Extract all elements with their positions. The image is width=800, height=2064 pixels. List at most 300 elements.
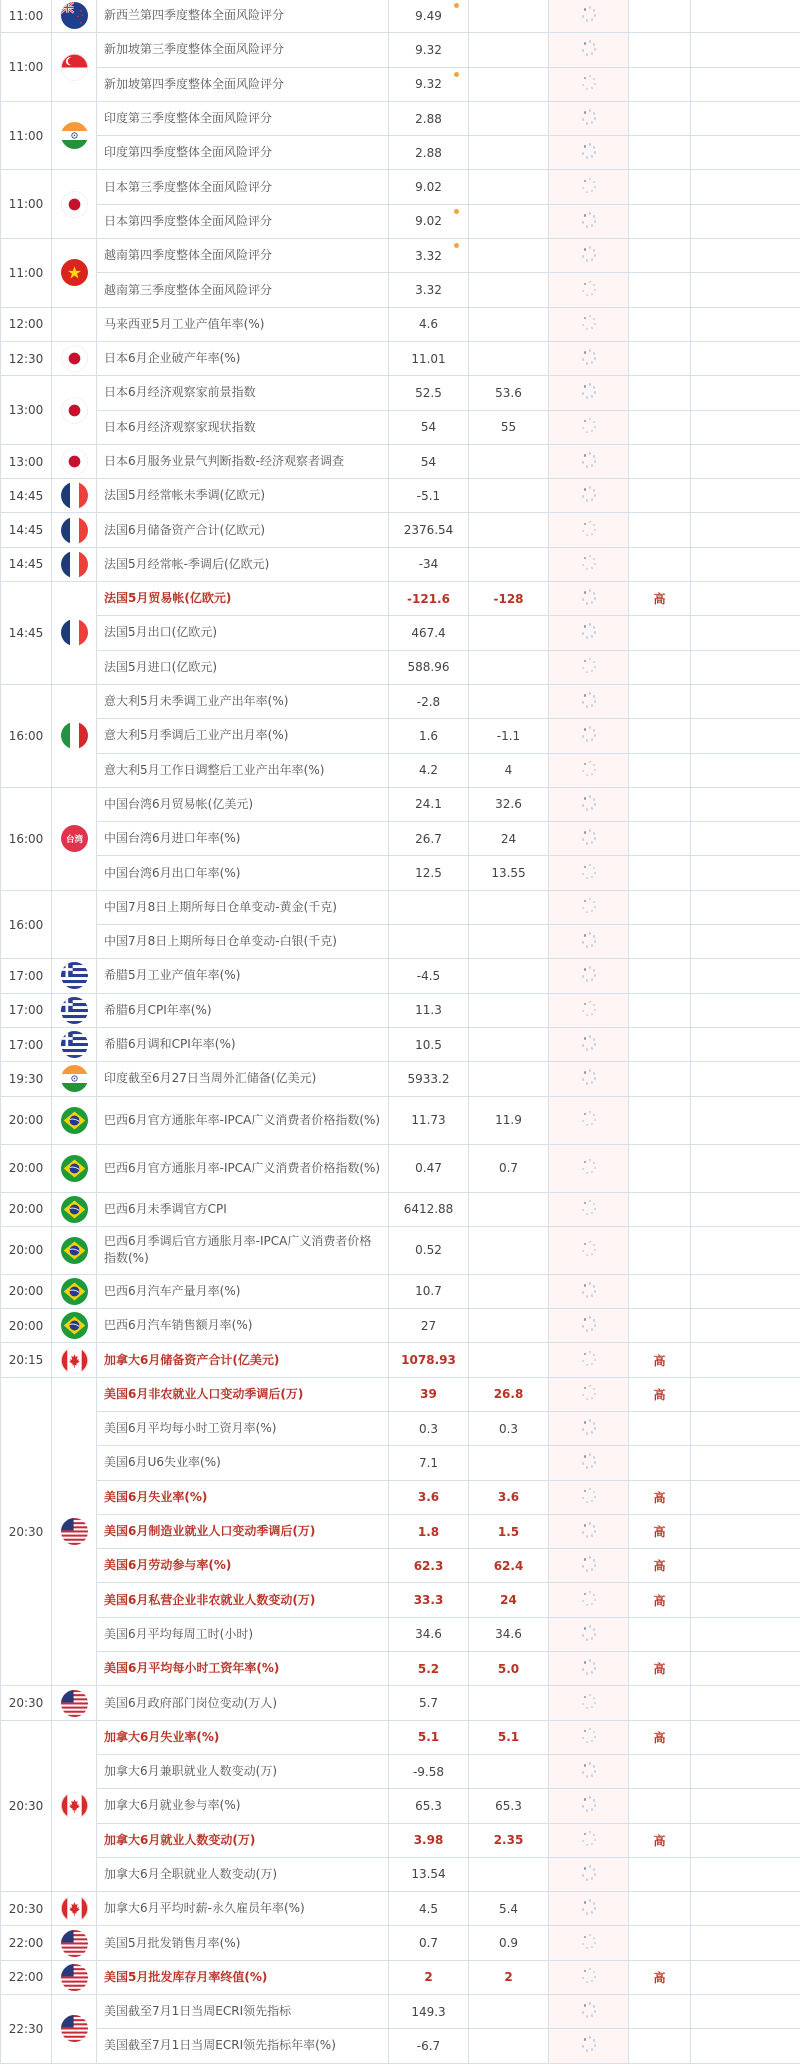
actual-value [549, 1480, 629, 1514]
importance [629, 959, 691, 993]
remarks [691, 513, 800, 547]
forecast-value [469, 33, 549, 67]
forecast-value [469, 684, 549, 718]
importance-high-badge: 高 [653, 1388, 665, 1402]
event-row[interactable] [1, 204, 800, 238]
event-row[interactable] [1, 890, 800, 924]
loading-spinner-icon [581, 281, 597, 297]
loading-spinner-icon [581, 212, 597, 228]
event-name[interactable]: 美国截至7月1日当周ECRI领先指标 [97, 1995, 389, 2029]
loading-spinner-icon [581, 1831, 597, 1847]
loading-spinner-icon [581, 246, 597, 262]
event-row[interactable] [1, 1857, 800, 1891]
event-name[interactable]: 越南第四季度整体全面风险评分 [97, 239, 389, 273]
brazil-flag-icon [61, 1113, 88, 1127]
forecast-value: 2 [469, 1960, 549, 1994]
forecast-value [469, 1027, 549, 1061]
actual-value [549, 822, 629, 856]
forecast-value: 26.8 [469, 1377, 549, 1411]
actual-value [549, 1411, 629, 1445]
canada-flag-icon [61, 1901, 88, 1915]
event-name[interactable]: 加拿大6月就业人数变动(万) [97, 1823, 389, 1857]
event-row[interactable] [1, 547, 800, 581]
actual-value [549, 753, 629, 787]
previous-value: 34.6 [389, 1617, 469, 1651]
forecast-value [469, 650, 549, 684]
loading-spinner-icon [581, 40, 597, 56]
remarks [691, 170, 800, 204]
event-row[interactable] [1, 33, 800, 67]
loading-spinner-icon [581, 1659, 597, 1675]
event-name[interactable]: 日本6月经济观察家现状指数 [97, 410, 389, 444]
previous-value: 5.1 [389, 1720, 469, 1754]
previous-value: 2.88 [389, 136, 469, 170]
greece-flag-icon [61, 968, 88, 982]
actual-value [549, 787, 629, 821]
event-row[interactable] [1, 170, 800, 204]
event-name[interactable]: 中国台湾6月出口年率(%) [97, 856, 389, 890]
event-time: 11:00 [1, 239, 52, 308]
actual-value [549, 890, 629, 924]
forecast-value [469, 479, 549, 513]
previous-value: 0.52 [389, 1226, 469, 1274]
importance [629, 1274, 691, 1308]
loading-spinner-icon [581, 383, 597, 399]
event-name[interactable]: 新西兰第四季度整体全面风险评分 [97, 0, 389, 33]
remarks [691, 856, 800, 890]
event-name[interactable]: 日本第四季度整体全面风险评分 [97, 204, 389, 238]
greece-flag-icon [61, 1003, 88, 1017]
previous-value: 4.5 [389, 1892, 469, 1926]
event-name[interactable]: 美国6月平均每小时工资年率(%) [97, 1652, 389, 1686]
remarks [691, 582, 800, 616]
actual-value [549, 582, 629, 616]
event-name[interactable]: 美国6月私营企业非农就业人数变动(万) [97, 1583, 389, 1617]
event-name[interactable]: 中国台湾6月进口年率(%) [97, 822, 389, 856]
actual-value [549, 1514, 629, 1548]
event-row[interactable] [1, 1446, 800, 1480]
importance-high-badge: 高 [653, 1594, 665, 1608]
event-name[interactable]: 希腊5月工业产值年率(%) [97, 959, 389, 993]
actual-value [549, 1892, 629, 1926]
loading-spinner-icon [581, 75, 597, 91]
event-row[interactable] [1, 1652, 800, 1686]
loading-spinner-icon [581, 1591, 597, 1607]
event-name[interactable]: 法国5月出口(亿欧元) [97, 616, 389, 650]
remarks [691, 479, 800, 513]
france-flag-icon [61, 625, 88, 639]
actual-value [549, 170, 629, 204]
event-name[interactable]: 法国5月贸易帐(亿欧元) [97, 582, 389, 616]
forecast-value: 5.0 [469, 1652, 549, 1686]
event-name[interactable]: 美国6月政府部门岗位变动(万人) [97, 1686, 389, 1720]
importance [629, 376, 691, 410]
usa-flag-icon [61, 1936, 88, 1950]
event-row[interactable] [1, 959, 800, 993]
actual-value [549, 1226, 629, 1274]
event-time: 13:00 [1, 376, 52, 445]
event-name[interactable]: 日本6月经济观察家前景指数 [97, 376, 389, 410]
event-name[interactable]: 美国6月失业率(%) [97, 1480, 389, 1514]
event-time: 20:30 [1, 1377, 52, 1686]
event-row[interactable] [1, 1892, 800, 1926]
brazil-flag-icon [61, 1243, 88, 1257]
actual-value [549, 101, 629, 135]
actual-value [549, 307, 629, 341]
remarks [691, 787, 800, 821]
event-time: 20:00 [1, 1226, 52, 1274]
previous-value: 9.32 [389, 33, 469, 67]
importance-high-badge: 高 [653, 592, 665, 606]
remarks [691, 1754, 800, 1788]
forecast-value [469, 1343, 549, 1377]
event-row[interactable] [1, 1514, 800, 1548]
forecast-value [469, 0, 549, 33]
loading-spinner-icon [581, 726, 597, 742]
event-time: 22:00 [1, 1960, 52, 1994]
event-name[interactable]: 法国5月经常帐-季调后(亿欧元) [97, 547, 389, 581]
remarks [691, 1720, 800, 1754]
event-row[interactable] [1, 341, 800, 375]
importance-high-badge: 高 [653, 1491, 665, 1505]
svg-text:台湾: 台湾 [65, 833, 83, 845]
event-name[interactable]: 巴西6月未季调官方CPI [97, 1192, 389, 1226]
remarks [691, 1411, 800, 1445]
actual-value [549, 1274, 629, 1308]
loading-spinner-icon [581, 1069, 597, 1085]
event-row[interactable] [1, 1789, 800, 1823]
loading-spinner-icon [581, 1899, 597, 1915]
importance [629, 1549, 691, 1583]
event-row[interactable] [1, 376, 800, 410]
remarks [691, 1096, 800, 1144]
importance [629, 513, 691, 547]
importance-high-badge: 高 [653, 1525, 665, 1539]
event-name[interactable]: 印度第四季度整体全面风险评分 [97, 136, 389, 170]
event-row[interactable] [1, 1754, 800, 1788]
event-row[interactable] [1, 444, 800, 478]
actual-value [549, 1192, 629, 1226]
forecast-value: 65.3 [469, 1789, 549, 1823]
remarks [691, 1583, 800, 1617]
actual-value [549, 1377, 629, 1411]
event-name[interactable]: 越南第三季度整体全面风险评分 [97, 273, 389, 307]
actual-value [549, 719, 629, 753]
event-row[interactable] [1, 1309, 800, 1343]
forecast-value: 0.3 [469, 1411, 549, 1445]
actual-value [549, 856, 629, 890]
event-row[interactable] [1, 684, 800, 718]
japan-flag-icon [61, 197, 88, 211]
event-name[interactable]: 美国6月U6失业率(%) [97, 1446, 389, 1480]
importance [629, 1411, 691, 1445]
previous-value: -34 [389, 547, 469, 581]
forecast-value [469, 890, 549, 924]
event-row[interactable] [1, 582, 800, 616]
event-row[interactable] [1, 513, 800, 547]
remarks [691, 307, 800, 341]
usa-flag-icon [61, 1696, 88, 1710]
vietnam-flag-icon [61, 265, 88, 279]
event-row[interactable] [1, 925, 800, 959]
event-row[interactable] [1, 1377, 800, 1411]
event-row[interactable] [1, 616, 800, 650]
previous-value: 0.47 [389, 1144, 469, 1192]
event-name[interactable]: 加拿大6月就业参与率(%) [97, 1789, 389, 1823]
event-name[interactable]: 美国截至7月1日当周ECRI领先指标年率(%) [97, 2029, 389, 2063]
event-row[interactable] [1, 1995, 800, 2029]
forecast-value: 55 [469, 410, 549, 444]
previous-value: 10.7 [389, 1274, 469, 1308]
event-name[interactable]: 中国7月8日上期所每日仓单变动-白银(千克) [97, 925, 389, 959]
event-name[interactable]: 印度第三季度整体全面风险评分 [97, 101, 389, 135]
importance [629, 1480, 691, 1514]
event-row[interactable] [1, 273, 800, 307]
brazil-flag-icon [61, 1284, 88, 1298]
event-time: 22:00 [1, 1926, 52, 1960]
event-name[interactable]: 美国6月平均每周工时(小时) [97, 1617, 389, 1651]
event-time: 16:00 [1, 890, 52, 959]
importance [629, 1096, 691, 1144]
loading-spinner-icon [581, 1159, 597, 1175]
event-name[interactable]: 新加坡第三季度整体全面风险评分 [97, 33, 389, 67]
importance [629, 616, 691, 650]
event-name[interactable]: 美国6月非农就业人口变动季调后(万) [97, 1377, 389, 1411]
actual-value [549, 1096, 629, 1144]
event-name[interactable]: 美国6月劳动参与率(%) [97, 1549, 389, 1583]
loading-spinner-icon [581, 623, 597, 639]
previous-value: -121.6 [389, 582, 469, 616]
forecast-value: 34.6 [469, 1617, 549, 1651]
remarks [691, 959, 800, 993]
previous-value: 2376.54 [389, 513, 469, 547]
importance [629, 1754, 691, 1788]
actual-value [549, 2029, 629, 2063]
remarks [691, 1343, 800, 1377]
event-row[interactable] [1, 1144, 800, 1192]
forecast-value [469, 101, 549, 135]
brazil-flag-icon [61, 1202, 88, 1216]
event-row[interactable] [1, 1617, 800, 1651]
event-row[interactable] [1, 1720, 800, 1754]
event-row[interactable] [1, 410, 800, 444]
event-name[interactable]: 美国5月批发库存月率终值(%) [97, 1960, 389, 1994]
event-row[interactable] [1, 1926, 800, 1960]
event-name[interactable]: 日本6月企业破产年率(%) [97, 341, 389, 375]
loading-spinner-icon [581, 966, 597, 982]
event-row[interactable] [1, 67, 800, 101]
event-name[interactable]: 日本6月服务业景气判断指数-经济观察者调查 [97, 444, 389, 478]
event-row[interactable] [1, 1343, 800, 1377]
event-row[interactable] [1, 1960, 800, 1994]
loading-spinner-icon [581, 1556, 597, 1572]
event-name[interactable]: 加拿大6月失业率(%) [97, 1720, 389, 1754]
event-name[interactable]: 巴西6月汽车产量月率(%) [97, 1274, 389, 1308]
forecast-value: -128 [469, 582, 549, 616]
previous-value: 0.3 [389, 1411, 469, 1445]
forecast-value [469, 1226, 549, 1274]
loading-spinner-icon [581, 932, 597, 948]
actual-value [549, 1309, 629, 1343]
actual-value [549, 547, 629, 581]
event-row[interactable] [1, 1226, 800, 1274]
importance [629, 273, 691, 307]
event-name[interactable]: 巴西6月汽车销售额月率(%) [97, 1309, 389, 1343]
forecast-value: 24 [469, 822, 549, 856]
event-name[interactable]: 中国7月8日上期所每日仓单变动-黄金(千克) [97, 890, 389, 924]
loading-spinner-icon [581, 1111, 597, 1127]
event-name[interactable]: 希腊6月CPI年率(%) [97, 993, 389, 1027]
loading-spinner-icon [581, 1625, 597, 1641]
remarks [691, 1789, 800, 1823]
event-name[interactable]: 意大利5月季调后工业产出月率(%) [97, 719, 389, 753]
event-time: 11:00 [1, 170, 52, 239]
event-row[interactable] [1, 1686, 800, 1720]
event-row[interactable] [1, 993, 800, 1027]
remarks [691, 650, 800, 684]
actual-value [549, 1686, 629, 1720]
remarks [691, 719, 800, 753]
event-name[interactable]: 加拿大6月储备资产合计(亿美元) [97, 1343, 389, 1377]
event-name[interactable]: 加拿大6月兼职就业人数变动(万) [97, 1754, 389, 1788]
event-name[interactable]: 美国6月平均每小时工资月率(%) [97, 1411, 389, 1445]
event-name[interactable]: 印度截至6月27日当周外汇储备(亿美元) [97, 1062, 389, 1096]
event-name[interactable]: 巴西6月季调后官方通胀月率-IPCA广义消费者价格指数(%) [97, 1226, 389, 1274]
previous-value: -4.5 [389, 959, 469, 993]
event-name[interactable]: 意大利5月工作日调整后工业产出年率(%) [97, 753, 389, 787]
previous-value: 39 [389, 1377, 469, 1411]
event-name[interactable]: 法国5月经常帐未季调(亿欧元) [97, 479, 389, 513]
usa-flag-icon [61, 1970, 88, 1984]
event-name[interactable]: 马来西亚5月工业产值年率(%) [97, 307, 389, 341]
remarks [691, 1274, 800, 1308]
previous-value: -6.7 [389, 2029, 469, 2063]
loading-spinner-icon [581, 418, 597, 434]
importance [629, 136, 691, 170]
event-row[interactable] [1, 822, 800, 856]
importance [629, 753, 691, 787]
remarks [691, 1995, 800, 2029]
previous-value: 9.02 [389, 170, 469, 204]
event-name[interactable]: 希腊6月调和CPI年率(%) [97, 1027, 389, 1061]
loading-spinner-icon [581, 1796, 597, 1812]
event-row[interactable] [1, 1096, 800, 1144]
remarks [691, 1960, 800, 1994]
importance [629, 1857, 691, 1891]
event-row[interactable] [1, 1480, 800, 1514]
event-name[interactable]: 美国5月批发销售月率(%) [97, 1926, 389, 1960]
previous-value: 149.3 [389, 1995, 469, 2029]
event-time: 20:15 [1, 1343, 52, 1377]
event-name[interactable]: 巴西6月官方通胀年率-IPCA广义消费者价格指数(%) [97, 1096, 389, 1144]
event-name[interactable]: 加拿大6月全职就业人数变动(万) [97, 1857, 389, 1891]
event-row[interactable] [1, 1549, 800, 1583]
event-name[interactable]: 中国台湾6月贸易帐(亿美元) [97, 787, 389, 821]
forecast-value [469, 136, 549, 170]
importance [629, 1226, 691, 1274]
event-time: 17:00 [1, 959, 52, 993]
remarks [691, 1144, 800, 1192]
event-time: 20:30 [1, 1720, 52, 1891]
greece-flag-icon [61, 1037, 88, 1051]
event-name[interactable]: 巴西6月官方通胀月率-IPCA广义消费者价格指数(%) [97, 1144, 389, 1192]
remarks [691, 136, 800, 170]
event-row[interactable] [1, 719, 800, 753]
event-row[interactable] [1, 0, 800, 33]
event-row[interactable] [1, 136, 800, 170]
importance [629, 925, 691, 959]
event-time: 22:30 [1, 1995, 52, 2064]
actual-value [549, 33, 629, 67]
event-time: 14:45 [1, 582, 52, 685]
previous-value: 10.5 [389, 1027, 469, 1061]
remarks [691, 616, 800, 650]
event-name[interactable]: 法国5月进口(亿欧元) [97, 650, 389, 684]
loading-spinner-icon [581, 349, 597, 365]
event-row[interactable] [1, 1192, 800, 1226]
event-time: 13:00 [1, 444, 52, 478]
event-row[interactable] [1, 856, 800, 890]
event-row[interactable] [1, 1583, 800, 1617]
event-row[interactable] [1, 1062, 800, 1096]
event-row[interactable] [1, 2029, 800, 2063]
previous-value: -9.58 [389, 1754, 469, 1788]
importance [629, 170, 691, 204]
remarks [691, 1892, 800, 1926]
previous-value: 12.5 [389, 856, 469, 890]
event-time: 17:00 [1, 1027, 52, 1061]
event-row[interactable] [1, 101, 800, 135]
event-row[interactable] [1, 1823, 800, 1857]
previous-value: 3.32 [389, 273, 469, 307]
previous-value: 4.6 [389, 307, 469, 341]
remarks [691, 2029, 800, 2063]
event-time: 19:30 [1, 1062, 52, 1096]
forecast-value [469, 1309, 549, 1343]
event-name[interactable]: 美国6月制造业就业人口变动季调后(万) [97, 1514, 389, 1548]
event-row[interactable] [1, 753, 800, 787]
event-row[interactable] [1, 1274, 800, 1308]
event-name[interactable]: 意大利5月未季调工业产出年率(%) [97, 684, 389, 718]
forecast-value: 1.5 [469, 1514, 549, 1548]
event-row[interactable] [1, 1027, 800, 1061]
remarks [691, 204, 800, 238]
importance [629, 993, 691, 1027]
previous-value: 5.2 [389, 1652, 469, 1686]
event-time: 20:30 [1, 1892, 52, 1926]
france-flag-icon [61, 488, 88, 502]
event-time: 20:00 [1, 1144, 52, 1192]
event-name[interactable]: 法国6月储备资产合计(亿欧元) [97, 513, 389, 547]
event-row[interactable] [1, 239, 800, 273]
remarks [691, 890, 800, 924]
event-time: 20:00 [1, 1192, 52, 1226]
actual-value [549, 959, 629, 993]
event-row[interactable] [1, 650, 800, 684]
event-row[interactable] [1, 479, 800, 513]
previous-value: 7.1 [389, 1446, 469, 1480]
event-name[interactable]: 加拿大6月平均时薪-永久雇员年率(%) [97, 1892, 389, 1926]
event-name[interactable]: 新加坡第四季度整体全面风险评分 [97, 67, 389, 101]
event-row[interactable] [1, 787, 800, 821]
event-name[interactable]: 日本第三季度整体全面风险评分 [97, 170, 389, 204]
event-row[interactable] [1, 1411, 800, 1445]
event-row[interactable] [1, 307, 800, 341]
actual-value [549, 1549, 629, 1583]
previous-value: 27 [389, 1309, 469, 1343]
importance [629, 1192, 691, 1226]
loading-spinner-icon [581, 1968, 597, 1984]
